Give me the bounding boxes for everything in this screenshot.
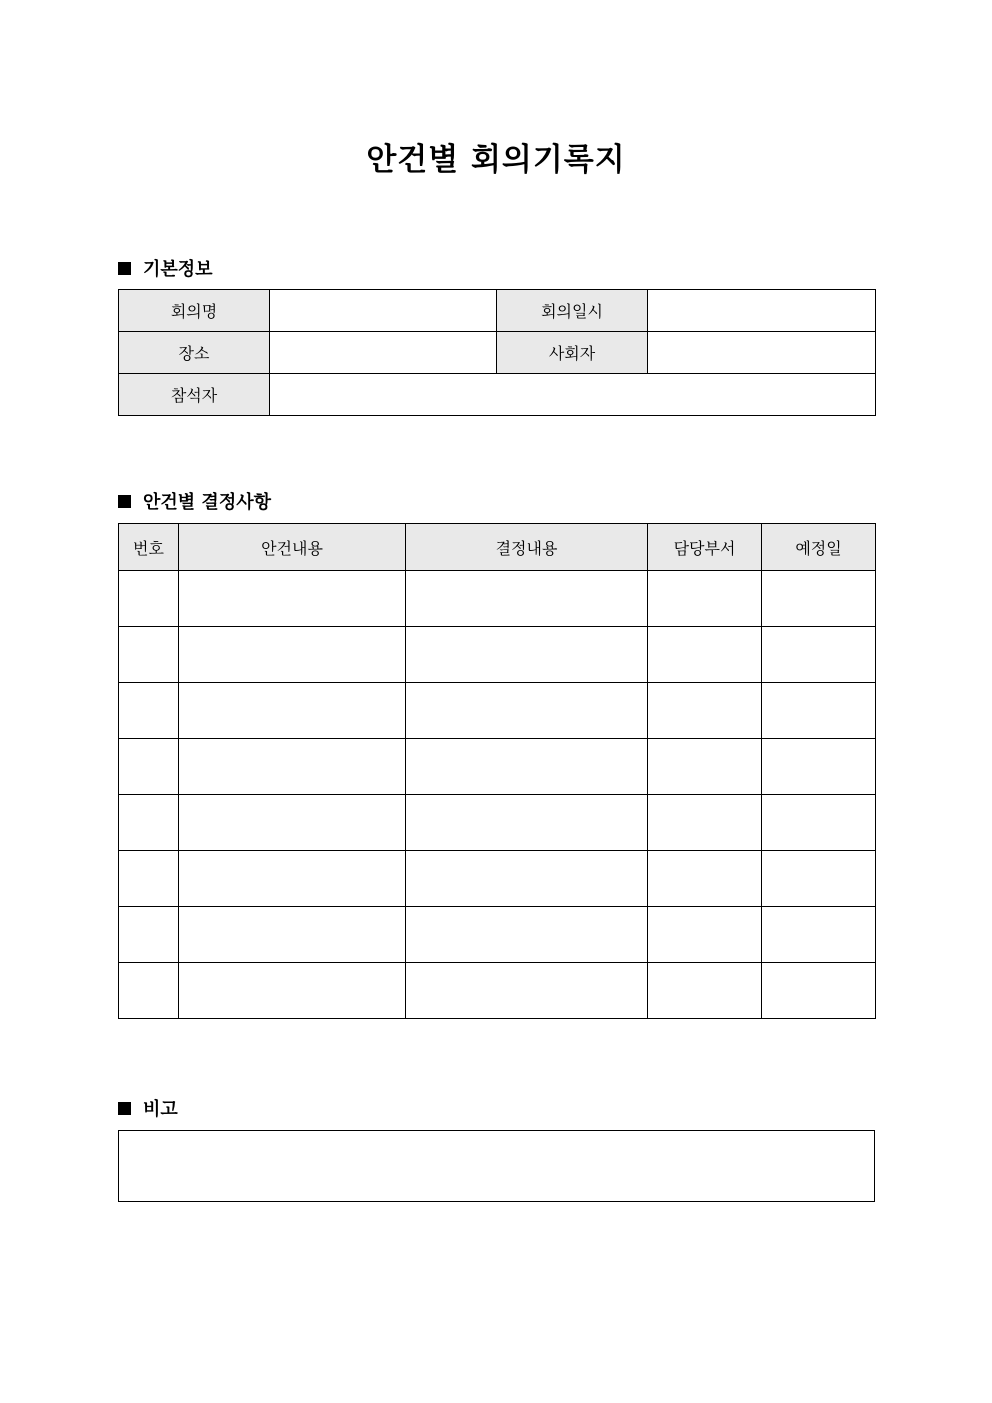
cell-number[interactable] — [119, 739, 179, 795]
table-row — [119, 683, 876, 739]
cell-due-date[interactable] — [762, 795, 876, 851]
cell-number[interactable] — [119, 907, 179, 963]
column-header-decision-content: 결정내용 — [406, 524, 648, 571]
cell-agenda-content[interactable] — [179, 795, 406, 851]
attendees-label: 참석자 — [119, 374, 270, 416]
cell-due-date[interactable] — [762, 739, 876, 795]
cell-decision-content[interactable] — [406, 739, 648, 795]
cell-agenda-content[interactable] — [179, 571, 406, 627]
cell-department[interactable] — [648, 627, 762, 683]
cell-department[interactable] — [648, 683, 762, 739]
meeting-name-label: 회의명 — [119, 290, 270, 332]
cell-due-date[interactable] — [762, 571, 876, 627]
cell-decision-content[interactable] — [406, 683, 648, 739]
table-row — [119, 795, 876, 851]
remarks-field[interactable] — [118, 1130, 875, 1202]
meeting-datetime-field[interactable] — [648, 290, 876, 332]
moderator-label: 사회자 — [497, 332, 648, 374]
table-header-row — [119, 524, 876, 571]
cell-number[interactable] — [119, 627, 179, 683]
cell-decision-content[interactable] — [406, 907, 648, 963]
cell-department[interactable] — [648, 739, 762, 795]
agenda-heading — [118, 488, 271, 514]
column-header-number: 번호 — [119, 524, 179, 571]
column-header-due-date: 예정일 — [762, 524, 876, 571]
cell-decision-content[interactable] — [406, 571, 648, 627]
table-row — [119, 571, 876, 627]
agenda-heading-label: 안건별 결정사항 — [143, 492, 271, 513]
meeting-name-field[interactable] — [270, 290, 497, 332]
table-row — [119, 851, 876, 907]
table-row — [119, 290, 876, 332]
attendees-field[interactable] — [270, 374, 876, 416]
square-bullet-icon — [118, 1102, 131, 1115]
table-row — [119, 963, 876, 1019]
cell-agenda-content[interactable] — [179, 907, 406, 963]
cell-decision-content[interactable] — [406, 795, 648, 851]
square-bullet-icon — [118, 262, 131, 275]
cell-department[interactable] — [648, 851, 762, 907]
cell-due-date[interactable] — [762, 851, 876, 907]
table-row — [119, 739, 876, 795]
cell-department[interactable] — [648, 795, 762, 851]
cell-agenda-content[interactable] — [179, 963, 406, 1019]
column-header-agenda-content: 안건내용 — [179, 524, 406, 571]
basic-info-heading — [118, 255, 213, 281]
cell-due-date[interactable] — [762, 907, 876, 963]
cell-decision-content[interactable] — [406, 851, 648, 907]
table-row — [119, 332, 876, 374]
cell-department[interactable] — [648, 571, 762, 627]
moderator-field[interactable] — [648, 332, 876, 374]
remarks-heading-label: 비고 — [143, 1099, 178, 1120]
cell-number[interactable] — [119, 851, 179, 907]
cell-number[interactable] — [119, 795, 179, 851]
cell-agenda-content[interactable] — [179, 739, 406, 795]
cell-number[interactable] — [119, 683, 179, 739]
table-row — [119, 374, 876, 416]
table-row — [119, 907, 876, 963]
cell-number[interactable] — [119, 963, 179, 1019]
table-row — [119, 627, 876, 683]
cell-number[interactable] — [119, 571, 179, 627]
cell-agenda-content[interactable] — [179, 627, 406, 683]
cell-agenda-content[interactable] — [179, 851, 406, 907]
cell-due-date[interactable] — [762, 627, 876, 683]
basic-info-heading-label: 기본정보 — [143, 259, 213, 280]
location-label: 장소 — [119, 332, 270, 374]
cell-due-date[interactable] — [762, 683, 876, 739]
agenda-table — [118, 523, 876, 1019]
column-header-department: 담당부서 — [648, 524, 762, 571]
remarks-heading — [118, 1095, 178, 1121]
cell-decision-content[interactable] — [406, 627, 648, 683]
cell-due-date[interactable] — [762, 963, 876, 1019]
square-bullet-icon — [118, 495, 131, 508]
cell-decision-content[interactable] — [406, 963, 648, 1019]
cell-department[interactable] — [648, 963, 762, 1019]
meeting-datetime-label: 회의일시 — [497, 290, 648, 332]
basic-info-table — [118, 289, 876, 416]
location-field[interactable] — [270, 332, 497, 374]
cell-department[interactable] — [648, 907, 762, 963]
page-title: 안건별 회의기록지 — [366, 142, 626, 178]
cell-agenda-content[interactable] — [179, 683, 406, 739]
